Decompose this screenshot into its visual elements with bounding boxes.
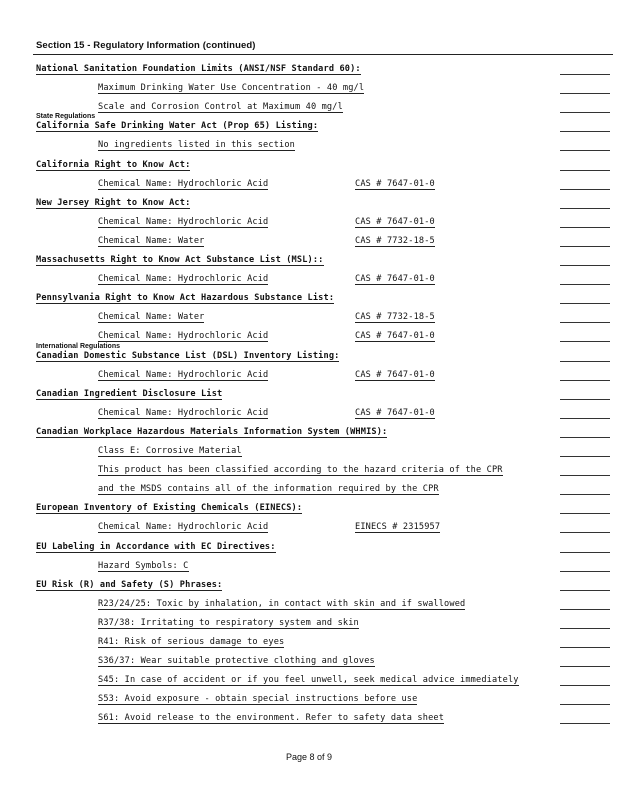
regulation-heading [36, 121, 318, 131]
blank-rule [560, 341, 610, 342]
regulation-entry [98, 370, 268, 380]
blank-rule [560, 131, 610, 132]
line-text: Class E: Corrosive Material [98, 446, 242, 456]
blank-rule [560, 399, 610, 400]
blank-rule [560, 150, 610, 151]
line-text: S61: Avoid release to the environment. Refer to safety data sheet [98, 713, 445, 723]
regulation-heading [36, 160, 190, 170]
regulation-heading [36, 64, 361, 74]
line-text: Pennsylvania Right to Know Act Hazardous Substance List: [36, 293, 335, 303]
line-text: Chemical Name: Hydrochloric Acid [98, 217, 269, 227]
blank-rule [560, 628, 610, 629]
line-text: Chemical Name: Hydrochloric Acid [98, 274, 269, 284]
regulation-entry [98, 408, 268, 418]
cas-number: CAS # 7647-01-0 [355, 274, 435, 284]
cas-number: CAS # 7647-01-0 [355, 370, 435, 380]
blank-rule [560, 361, 610, 362]
blank-rule [560, 170, 610, 171]
regulation-entry [98, 140, 295, 150]
regulation-entry [98, 83, 364, 93]
blank-rule [560, 609, 610, 610]
blank-rule [560, 532, 610, 533]
regulation-heading [36, 427, 387, 437]
blank-rule [560, 475, 610, 476]
line-text: This product has been classified according to the hazard criteria of the CPR [98, 465, 503, 475]
line-text: No ingredients listed in this section [98, 140, 295, 150]
blank-rule [560, 380, 610, 381]
blank-rule [560, 189, 610, 190]
blank-rule [560, 322, 610, 323]
regulation-entry [98, 484, 439, 494]
regulation-entry [98, 637, 284, 647]
blank-rule [560, 227, 610, 228]
line-text: Canadian Workplace Hazardous Materials Information System (WHMIS): [36, 427, 388, 437]
cas-number: CAS # 7647-01-0 [355, 408, 435, 418]
line-text: and the MSDS contains all of the information required by the CPR [98, 484, 439, 494]
line-text: S36/37: Wear suitable protective clothing and gloves [98, 656, 375, 666]
regulation-entry [98, 331, 268, 341]
regulation-entry [98, 694, 417, 704]
blank-rule [560, 666, 610, 667]
regulation-entry [98, 312, 204, 322]
line-text: New Jersey Right to Know Act: [36, 198, 191, 208]
blank-rule [560, 494, 610, 495]
regulation-entry [98, 675, 519, 685]
blank-rule [560, 284, 610, 285]
blank-rule [560, 437, 610, 438]
regulation-entry [98, 656, 375, 666]
regulation-heading [36, 389, 222, 399]
regulation-entry [98, 618, 359, 628]
blank-rule [560, 112, 610, 113]
regulation-heading [36, 580, 222, 590]
regulation-heading [36, 293, 334, 303]
regulation-entry [98, 102, 343, 112]
regulation-entry [98, 179, 268, 189]
regulation-entry [98, 236, 204, 246]
line-text: S45: In case of accident or if you feel unwell, seek medical advice immediately [98, 675, 519, 685]
line-text: Chemical Name: Hydrochloric Acid [98, 522, 269, 532]
blank-rule [560, 571, 610, 572]
cas-number: CAS # 7647-01-0 [355, 331, 435, 341]
blank-rule [560, 74, 610, 75]
line-text: Chemical Name: Hydrochloric Acid [98, 408, 269, 418]
regulation-entry [98, 274, 268, 284]
line-text: Maximum Drinking Water Use Concentration - 40 mg/l [98, 83, 365, 93]
blank-rule [560, 93, 610, 94]
line-text: Massachusetts Right to Know Act Substance List (MSL):: [36, 255, 324, 265]
blank-rule [560, 552, 610, 553]
blank-rule [560, 303, 610, 304]
line-text: National Sanitation Foundation Limits (ANSI/NSF Standard 60): [36, 64, 361, 74]
line-text: Chemical Name: Water [98, 236, 205, 246]
page-number: Page 8 of 9 [285, 752, 333, 762]
line-text: S53: Avoid exposure - obtain special instructions before use [98, 694, 418, 704]
blank-rule [560, 418, 610, 419]
regulation-heading [36, 503, 302, 513]
regulation-entry [98, 465, 503, 475]
blank-rule [560, 456, 610, 457]
line-text: EU Risk (R) and Safety (S) Phrases: [36, 580, 223, 590]
blank-rule [560, 265, 610, 266]
cas-number: CAS # 7647-01-0 [355, 217, 435, 227]
section-header: Section 15 - Regulatory Information (continued) [36, 40, 256, 51]
line-text: R23/24/25: Toxic by inhalation, in contact with skin and if swallowed [98, 599, 466, 609]
blank-rule [560, 246, 610, 247]
header-rule [33, 54, 613, 55]
line-text: Canadian Domestic Substance List (DSL) Inventory Listing: [36, 351, 340, 361]
line-text: Chemical Name: Hydrochloric Acid [98, 331, 269, 341]
line-text: R41: Risk of serious damage to eyes [98, 637, 285, 647]
line-text: Hazard Symbols: C [98, 561, 189, 571]
regulation-entry [98, 522, 268, 532]
line-text: California Safe Drinking Water Act (Prop 65) Listing: [36, 121, 319, 131]
cas-number: CAS # 7647-01-0 [355, 179, 435, 189]
regulation-heading [36, 351, 339, 361]
blank-rule [560, 647, 610, 648]
line-text: Chemical Name: Water [98, 312, 205, 322]
cas-number: CAS # 7732-18-5 [355, 312, 435, 322]
line-text: European Inventory of Existing Chemicals (EINECS): [36, 503, 303, 513]
regulation-entry [98, 217, 268, 227]
line-text: Chemical Name: Hydrochloric Acid [98, 370, 269, 380]
blank-rule [560, 513, 610, 514]
blank-rule [560, 590, 610, 591]
line-text: R37/38: Irritating to respiratory system and skin [98, 618, 359, 628]
regulation-heading [36, 255, 324, 265]
line-text: California Right to Know Act: [36, 160, 191, 170]
subsection-label: International Regulations [36, 343, 121, 350]
regulation-heading [36, 542, 276, 552]
regulation-entry [98, 713, 444, 723]
blank-rule [560, 704, 610, 705]
regulation-entry [98, 446, 242, 456]
subsection-label: State Regulations [36, 113, 96, 120]
regulation-heading [36, 198, 190, 208]
blank-rule [560, 685, 610, 686]
line-text: EU Labeling in Accordance with EC Directives: [36, 542, 276, 552]
cas-number: EINECS # 2315957 [355, 522, 441, 532]
regulation-entry [98, 561, 189, 571]
blank-rule [560, 723, 610, 724]
line-text: Scale and Corrosion Control at Maximum 40 mg/l [98, 102, 343, 112]
line-text: Canadian Ingredient Disclosure List [36, 389, 223, 399]
line-text: Chemical Name: Hydrochloric Acid [98, 179, 269, 189]
blank-rule [560, 208, 610, 209]
regulation-entry [98, 599, 465, 609]
cas-number: CAS # 7732-18-5 [355, 236, 435, 246]
